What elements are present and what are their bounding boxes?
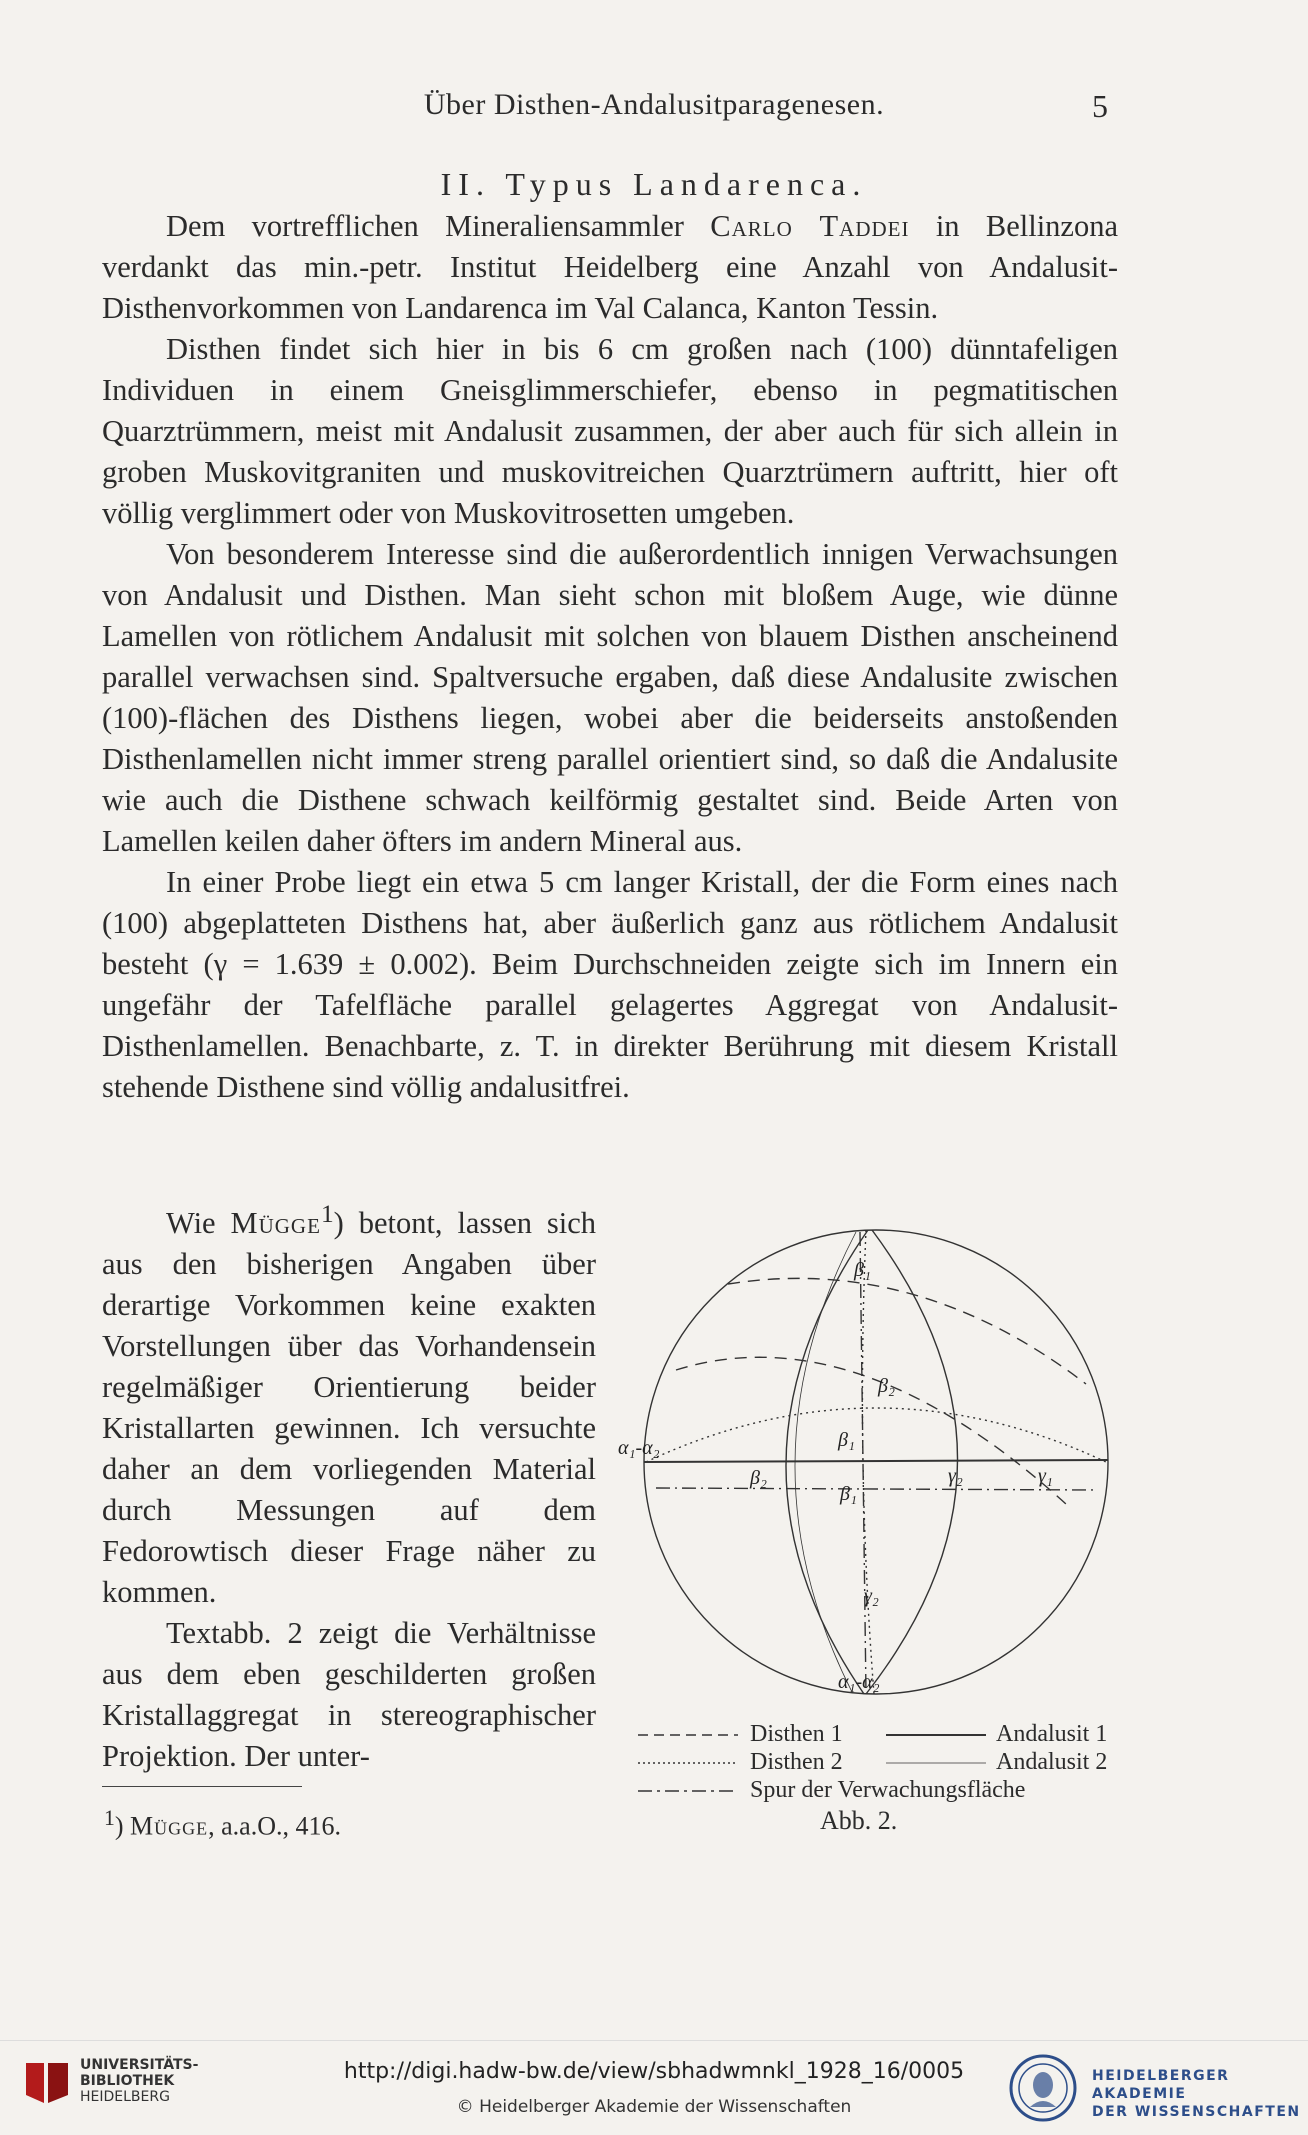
person-name-muegge: Mügge: [230, 1206, 321, 1241]
footnote-rule: [102, 1786, 302, 1787]
legend-row-3: [630, 1776, 1130, 1804]
paragraph-4: In einer Probe liegt ein etwa 5 cm langer Kristall, der die Form eines nach (100) abgeplatteten Disthens hat, aber äußerlich ganz aus rötlichem Andalusit besteht (γ = 1.639 ± 0.002). Beim Durchschneiden zeigte sich im Innern ein ungefähr der Tafelfläche parallel gelagertes Aggregat von Andalusit-Disthenlamellen. Benachbarte, z. T. in direkter Berührung mit diesem Kristall stehende Disthene sind völlig andalusitfrei.: [102, 865, 1118, 1104]
label-alpha-left: α₁-α₂: [618, 1437, 660, 1459]
label-alpha-bottom: α₁-α₂: [838, 1671, 880, 1693]
label-beta1-lower: β₁: [840, 1483, 857, 1505]
legend-andalusit-1: Andalusit 1: [996, 1721, 1108, 1747]
legend-solid-swatch: [886, 1732, 986, 1738]
paragraph-1: [102, 206, 1118, 329]
section-title: II. Typus Landarenca.: [440, 166, 868, 202]
paragraph-1-text-a: Dem vortrefflichen Mineraliensammler: [166, 209, 711, 243]
label-beta1-mid: β₁: [838, 1429, 855, 1451]
body-text: [102, 206, 1118, 1108]
library-name-line-1: UNIVERSITÄTS-: [80, 2057, 199, 2073]
label-gamma2-lower: γ₂: [864, 1585, 879, 1607]
footnote-marker: 1: [104, 1806, 115, 1830]
page-number: 5: [1092, 88, 1108, 124]
academy-seal-icon[interactable]: [1008, 2053, 1078, 2123]
label-beta2-top: β₂: [878, 1375, 895, 1397]
legend-row-1: [630, 1720, 1130, 1748]
spur-vertical: [860, 1232, 866, 1694]
person-name-taddei: Carlo Taddei: [710, 209, 910, 243]
figure-caption: Abb. 2.: [820, 1806, 898, 1835]
footnote-name: Mügge: [130, 1811, 209, 1841]
paragraph-5-text-b: ) betont, lassen sich aus den bisherigen Angaben über derartige Vorkommen keine exakten Vorstellungen über das Vorhandensein regelmäßiger Orientierung beider Kristallarten gewinnen. Ich versuchte daher an dem vorliegenden Material durch Messungen auf dem Fedorowtisch dieser Frage näher zu kommen.: [102, 1206, 597, 1610]
legend-dotted-swatch: [638, 1760, 738, 1766]
paragraph-5: [102, 1194, 596, 1613]
footer-bar: [0, 2040, 1308, 2135]
copyright-notice: © Heidelberger Akademie der Wissenschaften: [456, 2097, 852, 2117]
label-beta1-top: β₁: [854, 1259, 871, 1281]
footnote: $^1$) Mügge, a.a.O., 416.: [104, 1806, 341, 1841]
disthen-1-plane: [676, 1357, 1066, 1504]
legend-andalusit-2: Andalusit 2: [996, 1749, 1108, 1775]
legend-dashdot-swatch: [638, 1788, 738, 1794]
running-title: Über Disthen-Andalusitparagenesen.: [423, 88, 885, 121]
academy-name-line-1: HEIDELBERGER AKADEMIE: [1092, 2068, 1230, 2102]
legend-row-2: [630, 1748, 1130, 1776]
wrapped-text: [102, 1194, 596, 1777]
figure-legend: [630, 1720, 1130, 1804]
label-gamma1-right: γ₁: [1038, 1465, 1053, 1487]
paragraph-5-text-a: Wie: [166, 1206, 231, 1241]
library-city: HEIDELBERG: [80, 2089, 170, 2105]
label-beta2-left: β₂: [750, 1467, 767, 1489]
legend-disthen-2: Disthen 2: [750, 1749, 843, 1775]
label-gamma2-right: γ₂: [948, 1465, 963, 1487]
spur-line: [656, 1488, 1096, 1490]
legend-spur: Spur der Verwachungsfläche: [750, 1777, 1026, 1803]
permalink-url[interactable]: http://digi.hadw-bw.de/view/sbhadwmnkl_1928_16/0005: [343, 2059, 965, 2084]
academy-name-line-2: DER WISSENSCHAFTEN: [1092, 2104, 1301, 2120]
stereographic-projection-figure: [616, 1214, 1136, 1718]
academy-name: [1092, 2067, 1308, 2121]
paragraph-1-text-b: in Bellinzona verdankt das min.-petr. Institut Heidelberg eine Anzahl von Andalusit-Disthenvorkommen von Landarenca im Val Calanca, Kanton Tessin.: [102, 209, 1119, 325]
footnote-text: , a.a.O., 416.: [208, 1811, 341, 1841]
andalusit-1-meridian-right: [866, 1230, 958, 1694]
legend-disthen-1: Disthen 1: [750, 1721, 843, 1747]
paragraph-6: Textabb. 2 zeigt die Verhältnisse aus dem eben geschilderten großen Kristallaggregat in stereographischer Projektion. Der unter-: [102, 1616, 596, 1774]
disthen-1-great-circle: [728, 1278, 1086, 1384]
legend-dashed-swatch: [638, 1732, 738, 1738]
footnote-reference[interactable]: 1: [320, 1200, 334, 1228]
paragraph-2: Disthen findet sich hier in bis 6 cm großen nach (100) dünntafeligen Individuen in einem Gneisglimmerschiefer, ebenso in pegmatitischen Quarztrümmern, meist mit Andalusit zusammen, der aber auch für sich allein in groben Muskovitgraniten und muskovitreichen Quarztrümern auftritt, hier oft völlig verglimmert oder von Muskovitrosetten umgeben.: [102, 332, 1118, 530]
legend-thin-swatch: [886, 1760, 986, 1766]
andalusit-1-equator: [644, 1460, 1108, 1462]
disthen-2-great-circle: [646, 1408, 1106, 1462]
paragraph-3: Von besonderem Interesse sind die außerordentlich innigen Verwachsungen von Andalusit und Disthen. Man sieht schon mit bloßem Auge, wie dünne Lamellen von rötlichem Andalusit mit solchen von blauem Disthen anscheinend parallel verwachsen sind. Spaltversuche ergaben, daß diese Andalusite zwischen (100)-flächen des Disthens liegen, wobei aber die beiderseits anstoßenden Disthenlamellen nicht immer streng parallel orientiert sind, so daß die Andalusite wie auch die Disthene schwach keilförmig gestaltet sind. Beide Arten von Lamellen keilen daher öfters im andern Mineral aus.: [102, 537, 1118, 858]
library-name-line-2: BIBLIOTHEK: [80, 2073, 175, 2089]
